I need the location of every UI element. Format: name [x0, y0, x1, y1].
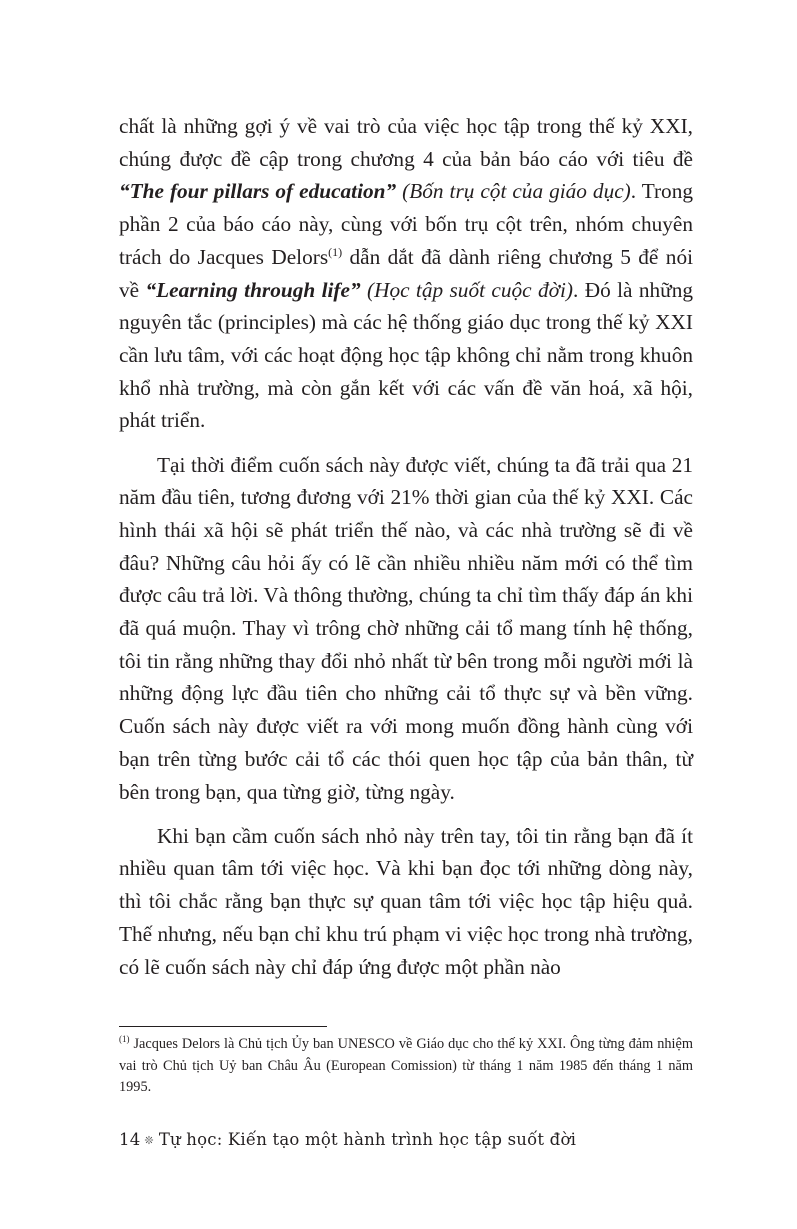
- main-text: [119, 110, 693, 983]
- para1-text-3: dẫn dắt đã dành riêng chương 5 để nói về: [119, 244, 694, 302]
- para1-text-1: chất là những gợi ý về vai trò của việc học tập trong thế kỷ XXI, chúng được đề cập trong chương 4 của bản báo cáo với tiêu đề: [119, 114, 693, 171]
- para1-text-4: . Đó là những nguyên tắc (principles) mà các hệ thống giáo dục trong thế kỷ XXI cần lưu tâm, với các hoạt động học tập không chỉ nằm trong khuôn khổ nhà trường, mà còn gắn kết với các vấn đề văn hoá, xã hội, phát triển.: [119, 277, 694, 433]
- translation-learning-through-life: (Học tập suốt cuộc đời): [360, 277, 574, 302]
- running-footer: [119, 1128, 576, 1154]
- paragraph-2: Tại thời điểm cuốn sách này được viết, chúng ta đã trải qua 21 năm đầu tiên, tương đương với 21% thời gian của thế kỷ XXI. Các hình thái xã hội sẽ phát triển thế nào, và các nhà trường sẽ đi về đâu? Những câu hỏi ấy có lẽ cần nhiều nhiều năm mới có thể tìm được câu trả lời. Và thông thường, chúng ta chỉ tìm thấy đáp án khi đã quá muộn. Thay vì trông chờ những cải tổ mang tính hệ thống, tôi tin rằng những thay đổi nhỏ nhất từ bên trong mỗi người mới là những động lực đầu tiên cho những cải tổ thực sự và bền vững. Cuốn sách này được viết ra với mong muốn đồng hành cùng với bạn trên từng bước cải tổ các thói quen học tập của bản thân, từ bên trong bạn, qua từng giờ, từng ngày.: [119, 452, 693, 804]
- paragraph-1: [119, 110, 693, 437]
- footnote-marker: (1): [119, 1034, 130, 1045]
- paragraph-3: Khi bạn cầm cuốn sách nhỏ này trên tay, tôi tin rằng bạn đã ít nhiều quan tâm tới việc học. Và khi bạn đọc tới những dòng này, thì tôi chắc rằng bạn thực sự quan tâm tới việc học tập hiệu quả. Thế nhưng, nếu bạn chỉ khu trú phạm vi việc học trong nhà trường, có lẽ cuốn sách này chỉ đáp ứng được một phần nào: [119, 823, 693, 979]
- page-number: 14: [119, 1130, 141, 1149]
- book-title: Tự học: Kiến tạo một hành trình học tập suốt đời: [158, 1130, 577, 1149]
- footnote-divider: [119, 1026, 327, 1027]
- para1-text-2: . Trong phần 2 của báo cáo này, cùng với bốn trụ cột trên, nhóm chuyên trách do Jacques Delors: [119, 179, 694, 269]
- footnote: [119, 1034, 693, 1099]
- page-body: [119, 110, 693, 995]
- footnote-reference[interactable]: (1): [328, 244, 343, 259]
- title-four-pillars: “The four pillars of education”: [119, 179, 397, 204]
- ornament-icon: ❊: [144, 1134, 154, 1147]
- footnote-text: Jacques Delors là Chủ tịch Ủy ban UNESCO về Giáo dục cho thế kỷ XXI. Ông từng đảm nhiệm vai trò Chủ tịch Uỷ ban Châu Âu (European Comission) từ tháng 1 năm 1985 đến tháng 1 năm 1995.: [119, 1036, 693, 1095]
- title-learning-through-life: “Learning through life”: [145, 277, 361, 302]
- translation-four-pillars: (Bốn trụ cột của giáo dục): [396, 179, 631, 204]
